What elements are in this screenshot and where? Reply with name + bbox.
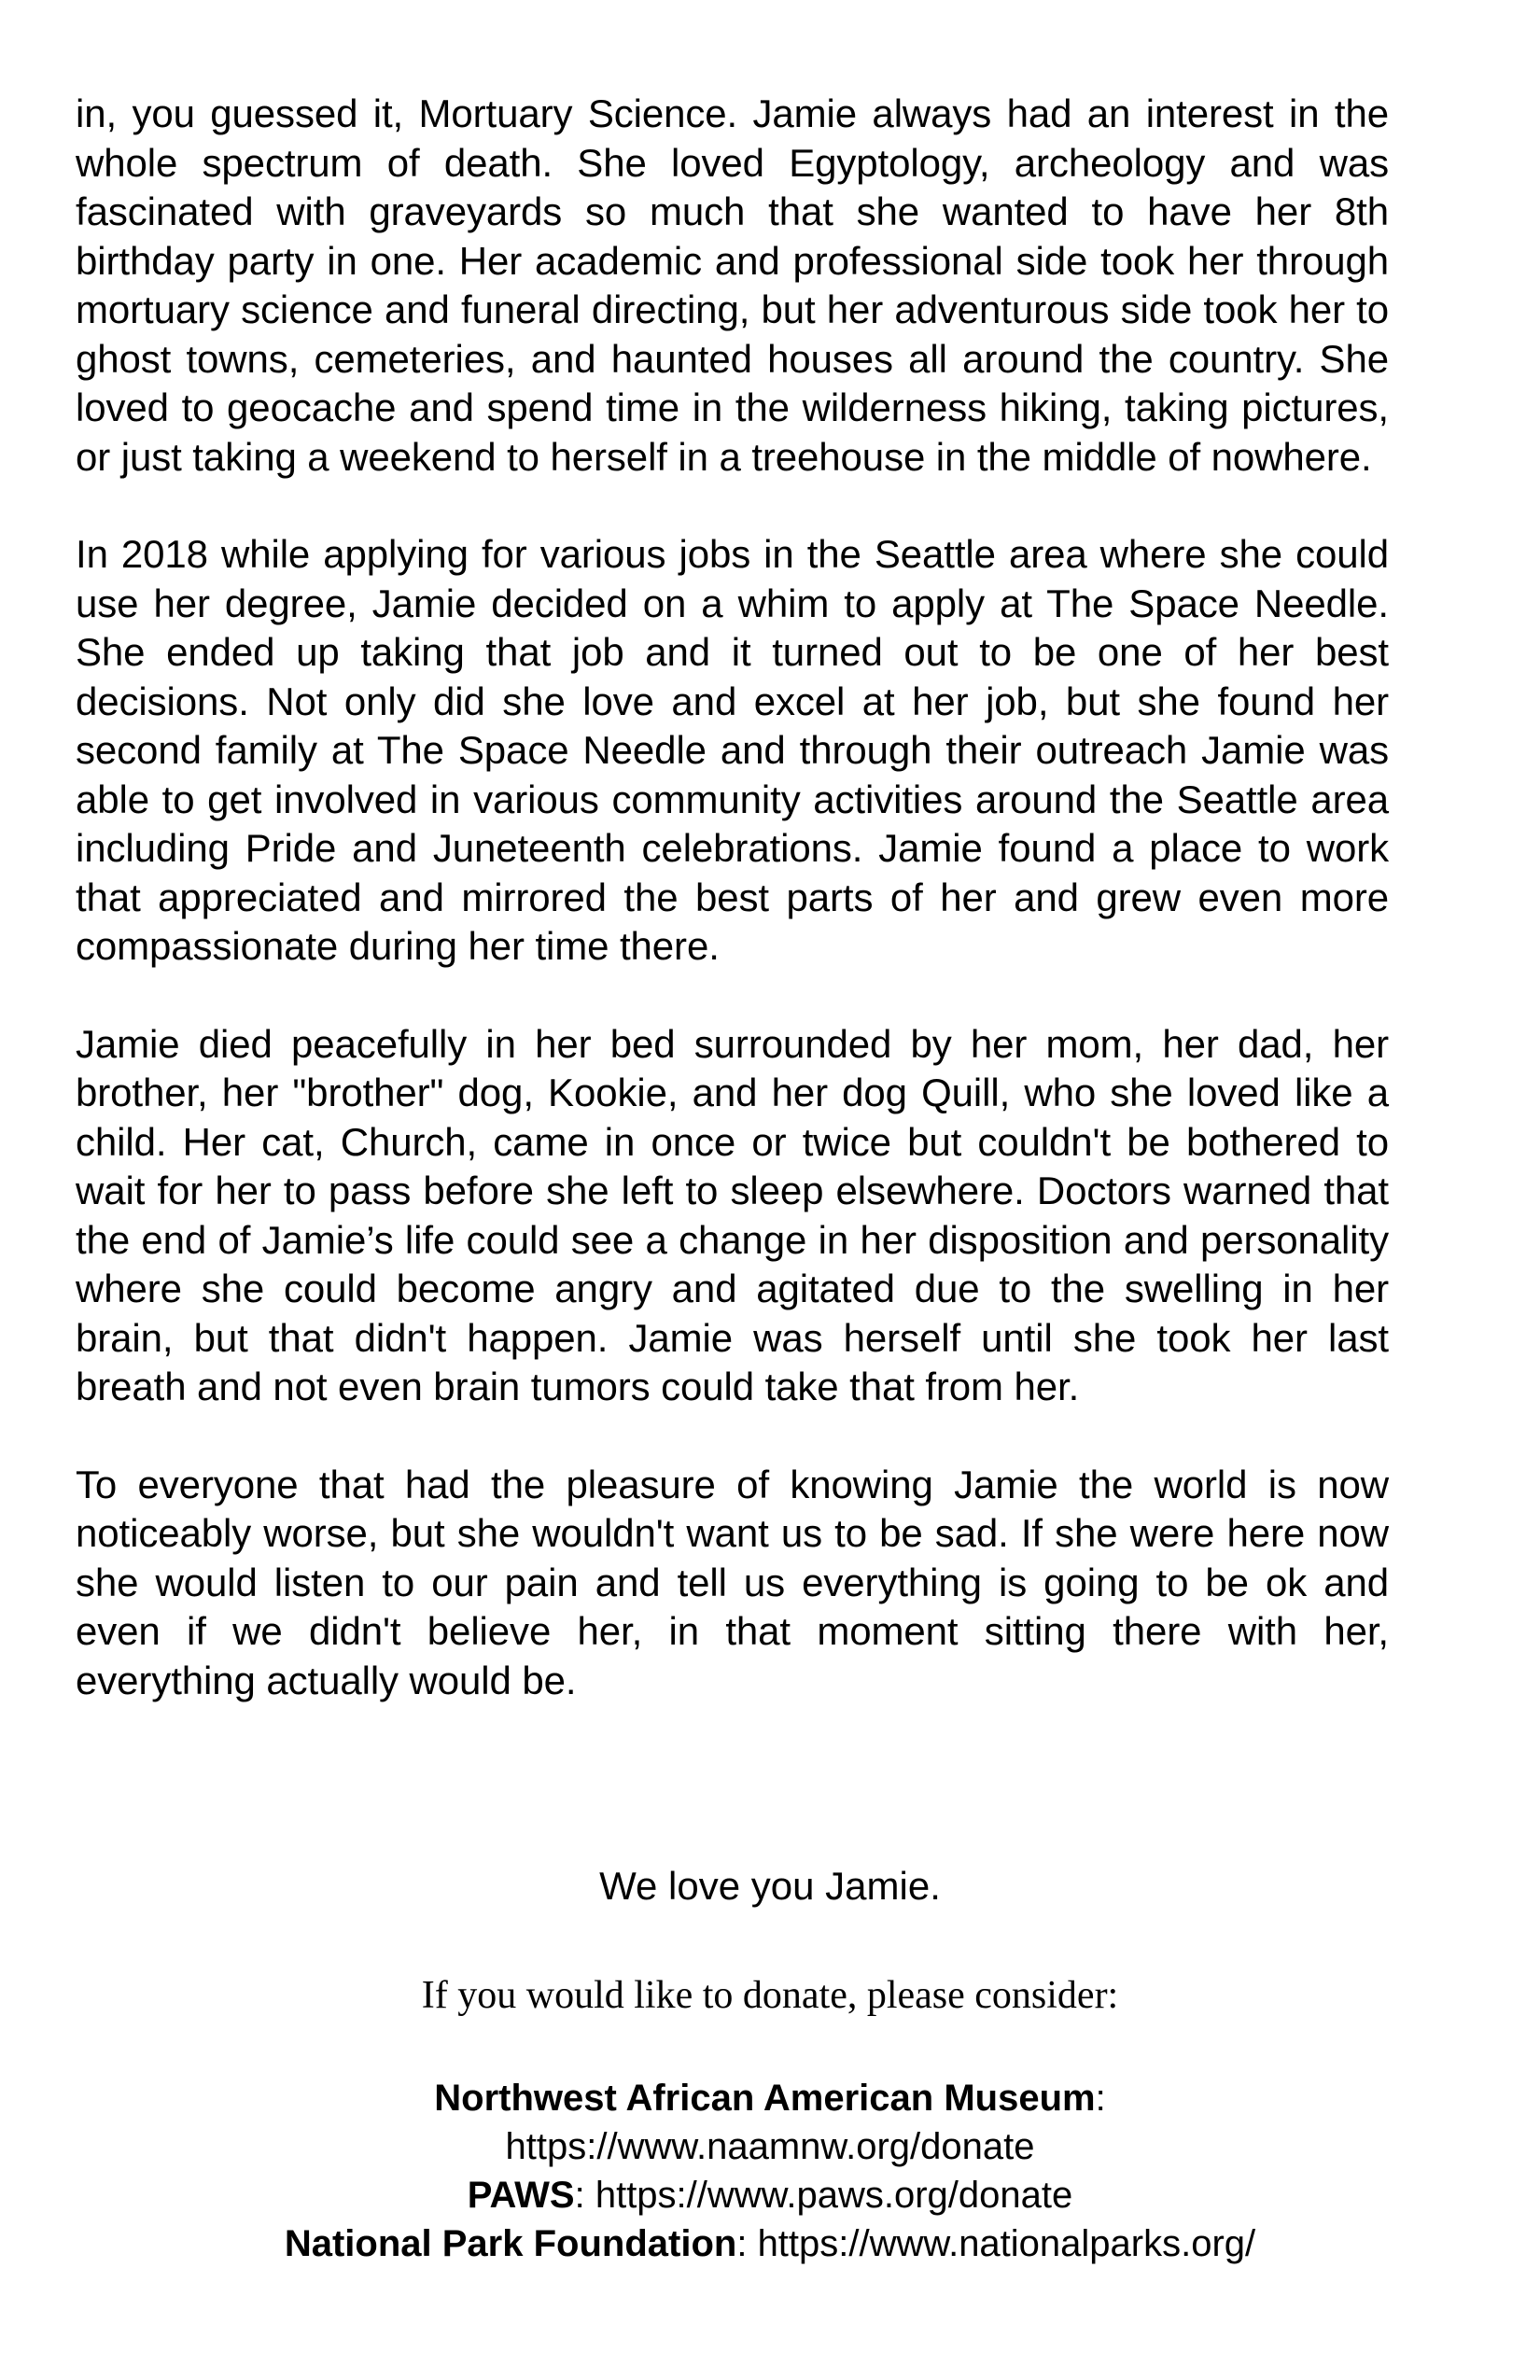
donation-separator: : [1095, 2078, 1106, 2119]
donation-separator: : [574, 2175, 595, 2216]
obituary-body [76, 90, 1389, 1705]
donation-link-national-parks[interactable]: https://www.nationalparks.org/ [757, 2223, 1256, 2264]
donation-org-name: PAWS [467, 2175, 575, 2216]
donation-list [0, 2074, 1540, 2268]
donation-item-naam-url-row [0, 2122, 1540, 2171]
donation-link-naam[interactable]: https://www.naamnw.org/donate [505, 2126, 1035, 2167]
donation-org-name: National Park Foundation [284, 2223, 737, 2264]
donation-item-paws [0, 2171, 1540, 2219]
donate-intro: If you would like to donate, please consider: [421, 1974, 1119, 2017]
paragraph-interests: in, you guessed it, Mortuary Science. Jamie always had an interest in the whole spectrum of death. She loved Egyptology, archeology and was fascinated with graveyards so much that she wanted to have her 8th birthday party in one. Her academic and professional side took her through mortuary science and funeral directing, but her adventurous side took her to ghost towns, cemeteries, and haunted houses all around the country. She loved to geocache and spend time in the wilderness hiking, taking pictures, or just taking a weekend to herself in a treehouse in the middle of nowhere. [76, 91, 1389, 479]
paragraph-passing: Jamie died peacefully in her bed surrounded by her mom, her dad, her brother, her "brother" dog, Kookie, and her dog Quill, who she loved like a child. Her cat, Church, came in once or twice but couldn't be bothered to wait for her to pass before she left to sleep elsewhere. Doctors warned that the end of Jamie’s life could see a change in her disposition and personality where she could become angry and agitated due to the swelling in her brain, but that didn't happen. Jamie was herself until she took her last breath and not even brain tumors could take that from her. [76, 1021, 1389, 1408]
paragraph-farewell: To everyone that had the pleasure of knowing Jamie the world is now noticeably worse, but she wouldn't want us to be sad. If she were here now she would listen to our pain and tell us everything is going to be ok and even if we didn't believe her, in that moment sitting there with her, everything actually would be. [76, 1462, 1389, 1702]
donation-item-national-parks [0, 2219, 1540, 2268]
donation-org-name: Northwest African American Museum [434, 2078, 1096, 2119]
donation-item-naam [0, 2074, 1540, 2122]
donation-separator: : [736, 2223, 758, 2264]
donation-link-paws[interactable]: https://www.paws.org/donate [595, 2175, 1073, 2216]
closing-line: We love you Jamie. [599, 1864, 941, 1908]
paragraph-space-needle: In 2018 while applying for various jobs in the Seattle area where she could use her degree, Jamie decided on a whim to apply at The Space Needle. She ended up taking that job and it turned out to be one of her best decisions. Not only did she love and excel at her job, but she found her second family at The Space Needle and through their outreach Jamie was able to get involved in various community activities around the Seattle area including Pride and Juneteenth celebrations. Jamie found a place to work that appreciated and mirrored the best parts of her and grew even more compassionate during her time there. [76, 532, 1389, 968]
